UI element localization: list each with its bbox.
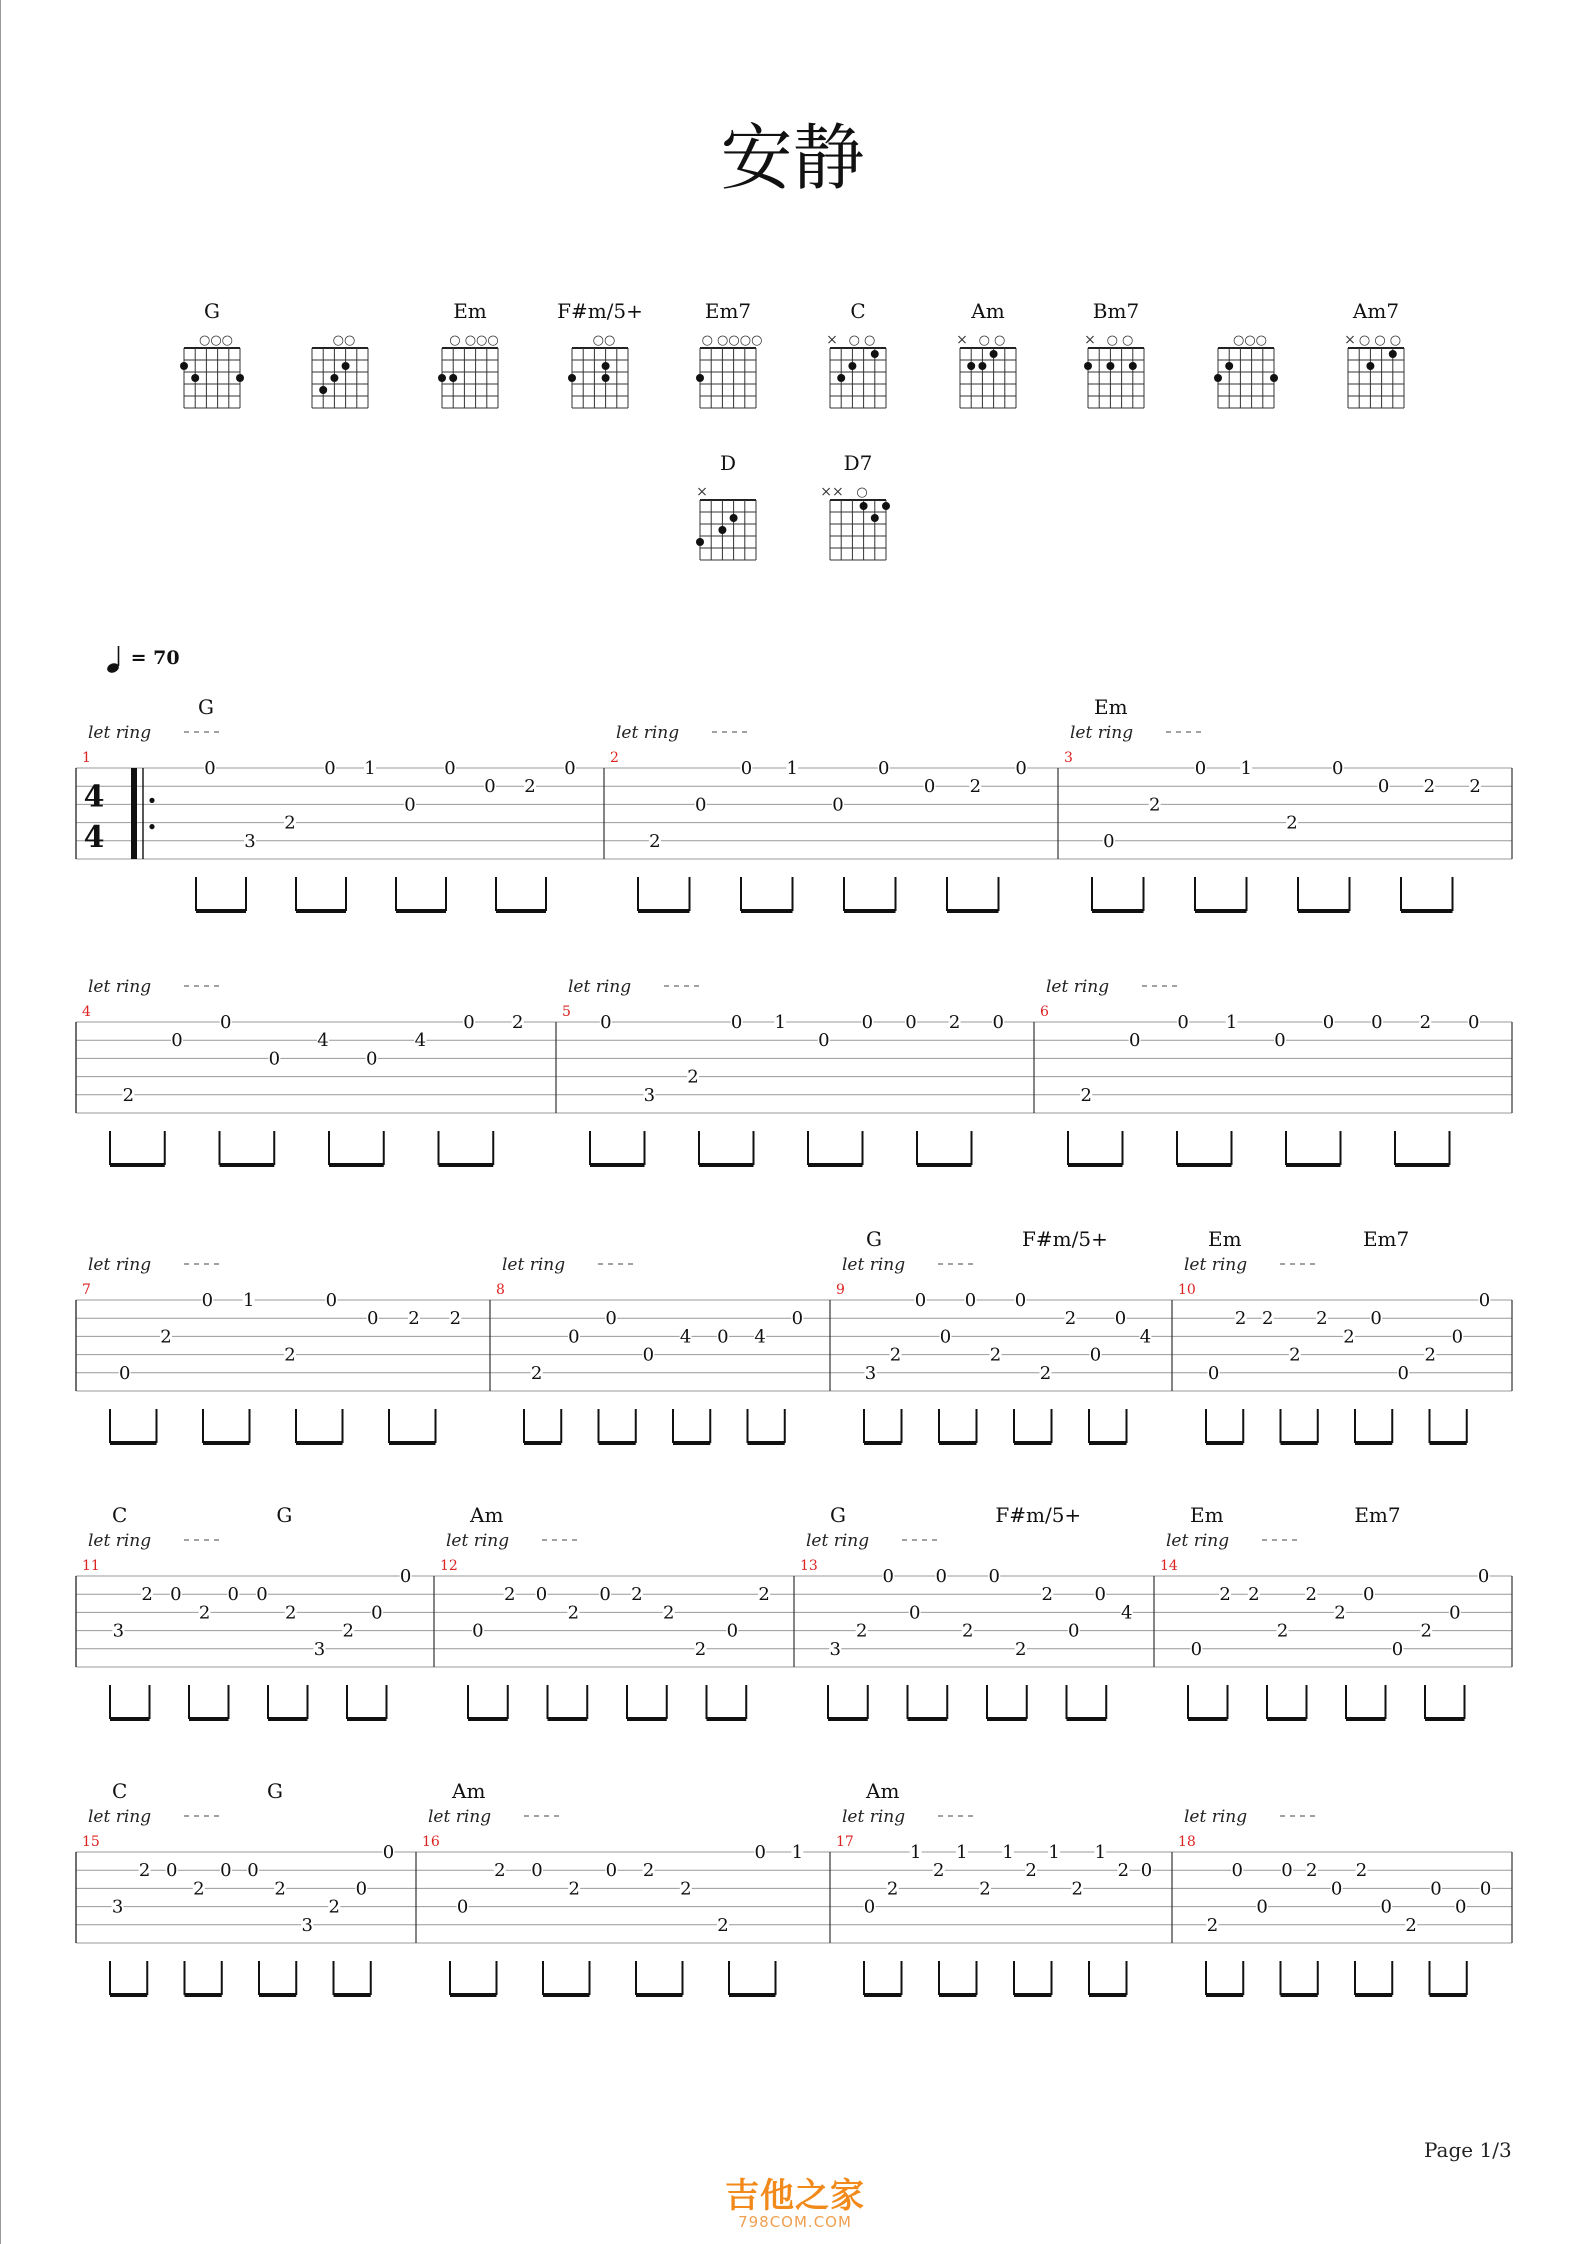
fret-number: 2 bbox=[1334, 1602, 1346, 1624]
measure-number: 5 bbox=[562, 1004, 571, 1020]
fret-number: 0 bbox=[1449, 1602, 1461, 1624]
fret-number: 0 bbox=[204, 758, 216, 779]
fret-number: 0 bbox=[201, 1290, 214, 1311]
fret-number: 0 bbox=[472, 1620, 484, 1642]
let-ring-label: let ring bbox=[1166, 1531, 1230, 1551]
muted-strings: × bbox=[956, 332, 968, 348]
muted-strings: × bbox=[1084, 332, 1096, 348]
fret-number: 0 bbox=[730, 1012, 743, 1033]
let-ring-label: let ring bbox=[88, 977, 152, 997]
open-strings: ○ ○ bbox=[848, 333, 876, 348]
song-title: 安静 bbox=[720, 116, 865, 200]
fret-number: 0 bbox=[935, 1566, 947, 1587]
fret-number: 0 bbox=[1468, 1012, 1480, 1033]
fret-number: 2 bbox=[1316, 1308, 1328, 1330]
measure-1 bbox=[82, 695, 604, 911]
measure-number: 1 bbox=[82, 750, 91, 766]
fret-number: 2 bbox=[524, 776, 536, 798]
fret-number: 0 bbox=[365, 1048, 378, 1070]
fret-number: 0 bbox=[1194, 758, 1207, 779]
measure-number: 7 bbox=[82, 1282, 91, 1298]
fret-number: 0 bbox=[535, 1584, 548, 1606]
fret-number: 2 bbox=[1064, 1308, 1077, 1330]
measure-7 bbox=[82, 1255, 490, 1443]
fret-number: 0 bbox=[256, 1584, 268, 1606]
fret-number: 2 bbox=[198, 1602, 211, 1624]
fret-number: 2 bbox=[1343, 1326, 1355, 1348]
measure-17 bbox=[836, 1779, 1172, 1995]
let-ring-label: let ring bbox=[502, 1255, 566, 1275]
fret-number: 2 bbox=[122, 1084, 135, 1106]
fret-number: 2 bbox=[758, 1584, 770, 1606]
chord-diagram-name: Am7 bbox=[1352, 299, 1400, 323]
chord-label: Em bbox=[1094, 695, 1128, 719]
repeat-dot bbox=[149, 798, 154, 803]
let-ring-label: let ring bbox=[616, 723, 680, 743]
time-signature-bottom: 4 bbox=[83, 819, 105, 855]
fret-number: 0 bbox=[988, 1566, 1000, 1587]
fret-number: 1 bbox=[242, 1290, 255, 1311]
open-strings: ○ ○ ○ bbox=[1358, 333, 1402, 348]
measure-8 bbox=[496, 1255, 830, 1443]
fret-number: 4 bbox=[1121, 1602, 1133, 1624]
measure-3 bbox=[1064, 695, 1512, 911]
fret-number: 2 bbox=[662, 1602, 675, 1624]
fret-number: 0 bbox=[1380, 1896, 1392, 1918]
chord-label: Em7 bbox=[1362, 1227, 1410, 1251]
fret-number: 0 bbox=[170, 1584, 182, 1606]
fret-number: 0 bbox=[371, 1602, 383, 1624]
open-strings: ○○ bbox=[592, 333, 616, 348]
fret-number: 2 bbox=[1306, 1860, 1318, 1882]
let-ring-label: let ring bbox=[88, 1531, 152, 1551]
fret-number: 0 bbox=[605, 1308, 617, 1330]
measure-number: 8 bbox=[496, 1282, 505, 1298]
fret-number: 0 bbox=[1370, 1308, 1382, 1330]
measure-12 bbox=[440, 1503, 794, 1719]
fret-number: 2 bbox=[969, 776, 982, 798]
fret-number: 0 bbox=[726, 1620, 739, 1642]
measure-number: 13 bbox=[800, 1558, 818, 1574]
let-ring-label: let ring bbox=[88, 1255, 152, 1275]
chord-label: G bbox=[830, 1503, 846, 1527]
fret-number: 4 bbox=[414, 1030, 427, 1052]
fret-number: 1 bbox=[786, 758, 798, 779]
fret-number: 2 bbox=[1148, 794, 1161, 816]
fret-number: 0 bbox=[1479, 1878, 1492, 1900]
chord-diagram-name: C bbox=[850, 299, 866, 323]
fret-number: 2 bbox=[328, 1896, 340, 1918]
fret-number: 1 bbox=[1240, 758, 1252, 779]
fret-number: 0 bbox=[404, 794, 416, 816]
measure-5 bbox=[562, 977, 1034, 1165]
fret-number: 2 bbox=[886, 1878, 899, 1900]
measure-15 bbox=[82, 1779, 416, 1995]
fret-number: 0 bbox=[1103, 830, 1115, 852]
let-ring-label: let ring bbox=[446, 1531, 510, 1551]
fret-number: 2 bbox=[342, 1620, 354, 1642]
fret-number: 2 bbox=[989, 1344, 1002, 1366]
fret-number: 1 bbox=[364, 758, 376, 779]
fret-number: 2 bbox=[933, 1860, 945, 1882]
fret-number: 0 bbox=[324, 758, 336, 779]
muted-strings: ×× bbox=[820, 484, 844, 500]
fret-number: 2 bbox=[1419, 1012, 1432, 1033]
open-strings: ○○ bbox=[332, 333, 356, 348]
fret-number: 0 bbox=[923, 776, 936, 798]
fret-number: 3 bbox=[112, 1620, 125, 1642]
chord-diagram-name: Em7 bbox=[704, 299, 752, 323]
fret-number: 0 bbox=[861, 1012, 874, 1033]
chord-label: C bbox=[112, 1503, 128, 1527]
measure-number: 15 bbox=[82, 1834, 100, 1850]
measure-9 bbox=[836, 1227, 1172, 1443]
fret-number: 0 bbox=[1094, 1584, 1106, 1606]
fret-number: 2 bbox=[979, 1878, 991, 1900]
fret-number: 0 bbox=[1281, 1860, 1293, 1882]
muted-strings: × bbox=[696, 484, 708, 500]
chord-diagram-name: D bbox=[719, 451, 737, 475]
measure-number: 12 bbox=[440, 1558, 458, 1574]
fret-number: 0 bbox=[325, 1290, 338, 1311]
measure-number: 6 bbox=[1040, 1004, 1049, 1020]
fret-number: 2 bbox=[1276, 1620, 1289, 1642]
fret-number: 2 bbox=[1305, 1584, 1317, 1606]
fret-number: 0 bbox=[863, 1896, 876, 1918]
fret-number: 2 bbox=[856, 1620, 868, 1642]
fret-number: 0 bbox=[382, 1842, 395, 1863]
measure-4 bbox=[82, 977, 556, 1165]
fret-number: 0 bbox=[1363, 1584, 1375, 1606]
fret-number: 2 bbox=[511, 1012, 524, 1033]
fret-number: 1 bbox=[1225, 1012, 1238, 1033]
fret-number: 2 bbox=[1206, 1914, 1219, 1936]
tab-system-5 bbox=[76, 1779, 1512, 1995]
open-strings: ○ ○ bbox=[1106, 333, 1134, 348]
fret-number: 0 bbox=[717, 1326, 729, 1348]
tempo-value: = 70 bbox=[130, 647, 180, 669]
chord-label: Am bbox=[866, 1779, 900, 1803]
fret-number: 2 bbox=[494, 1860, 506, 1882]
let-ring-label: let ring bbox=[842, 1255, 906, 1275]
fret-number: 2 bbox=[1071, 1878, 1083, 1900]
fret-number: 0 bbox=[599, 1584, 611, 1606]
fret-number: 2 bbox=[285, 1602, 297, 1624]
let-ring-label: let ring bbox=[1070, 723, 1134, 743]
fret-number: 1 bbox=[774, 1012, 786, 1033]
fret-number: 0 bbox=[791, 1308, 804, 1330]
fret-number: 0 bbox=[166, 1860, 178, 1882]
fret-number: 2 bbox=[1248, 1584, 1260, 1606]
fret-number: 0 bbox=[463, 1012, 475, 1033]
measure-number: 16 bbox=[422, 1834, 440, 1850]
measure-13 bbox=[800, 1503, 1154, 1719]
fret-number: 0 bbox=[754, 1842, 766, 1863]
fret-number: 2 bbox=[284, 1344, 296, 1366]
tab-system-2 bbox=[76, 977, 1512, 1165]
fret-number: 0 bbox=[219, 1012, 232, 1033]
open-strings: ○ ○ bbox=[978, 333, 1006, 348]
measure-11 bbox=[82, 1503, 434, 1719]
measure-number: 18 bbox=[1178, 1834, 1196, 1850]
fret-number: 2 bbox=[1286, 812, 1298, 834]
let-ring-label: let ring bbox=[568, 977, 632, 997]
let-ring-label: let ring bbox=[428, 1807, 492, 1827]
fret-number: 0 bbox=[399, 1566, 412, 1587]
open-strings: ○○○ bbox=[1232, 333, 1268, 348]
fret-number: 0 bbox=[1478, 1290, 1491, 1311]
fret-number: 0 bbox=[882, 1566, 894, 1587]
chord-label: G bbox=[866, 1227, 882, 1251]
fret-number: 1 bbox=[791, 1842, 804, 1863]
time-signature-top: 4 bbox=[83, 779, 105, 815]
fret-number: 0 bbox=[1371, 1012, 1383, 1033]
fret-number: 0 bbox=[1330, 1878, 1343, 1900]
fret-number: 0 bbox=[992, 1012, 1004, 1033]
fret-number: 0 bbox=[1140, 1860, 1153, 1882]
chord-diagram-name: Am bbox=[971, 299, 1005, 323]
fret-number: 4 bbox=[754, 1326, 766, 1348]
chord-diagram-name: Em bbox=[453, 299, 487, 323]
fret-number: 0 bbox=[1256, 1896, 1268, 1918]
fret-number: 2 bbox=[687, 1066, 699, 1088]
fret-number: 0 bbox=[878, 758, 890, 779]
fret-number: 2 bbox=[1080, 1084, 1092, 1106]
fret-number: 2 bbox=[1355, 1860, 1368, 1882]
let-ring-label: let ring bbox=[1184, 1807, 1248, 1827]
tab-system-1 bbox=[76, 695, 1512, 911]
fret-number: 0 bbox=[220, 1860, 232, 1882]
fret-number: 0 bbox=[247, 1860, 259, 1882]
chord-label: Em bbox=[1190, 1503, 1224, 1527]
chord-label: Am bbox=[470, 1503, 504, 1527]
tab-system-4 bbox=[76, 1503, 1512, 1719]
fret-number: 2 bbox=[1041, 1584, 1053, 1606]
measure-10 bbox=[1178, 1227, 1512, 1443]
measure-16 bbox=[422, 1779, 830, 1995]
open-strings: ○ bbox=[856, 485, 868, 500]
fret-number: 2 bbox=[141, 1584, 153, 1606]
fret-number: 2 bbox=[284, 812, 296, 834]
fret-number: 0 bbox=[456, 1896, 469, 1918]
fret-number: 2 bbox=[193, 1878, 205, 1900]
measure-18 bbox=[1178, 1807, 1512, 1995]
chord-label: Am bbox=[452, 1779, 486, 1803]
measure-14 bbox=[1160, 1503, 1512, 1719]
let-ring-label: let ring bbox=[806, 1531, 870, 1551]
fret-number: 0 bbox=[568, 1326, 580, 1348]
watermark-main: 吉他之家 bbox=[725, 2176, 865, 2216]
fret-number: 1 bbox=[956, 1842, 968, 1863]
fret-number: 2 bbox=[503, 1584, 516, 1606]
fret-number: 0 bbox=[1089, 1344, 1102, 1366]
fret-number: 0 bbox=[268, 1048, 281, 1070]
chord-label: Em7 bbox=[1354, 1503, 1401, 1527]
fret-number: 0 bbox=[740, 758, 753, 779]
chord-diagram-name: G bbox=[204, 299, 220, 323]
let-ring-label: let ring bbox=[1046, 977, 1110, 997]
fret-number: 0 bbox=[1451, 1326, 1464, 1348]
fret-number: 0 bbox=[1015, 758, 1027, 779]
fret-number: 2 bbox=[1219, 1584, 1231, 1606]
fret-number: 0 bbox=[1014, 1290, 1027, 1311]
fret-number: 3 bbox=[643, 1084, 656, 1106]
chord-diagram-name: F#m/5+ bbox=[557, 299, 643, 323]
fret-number: 0 bbox=[444, 758, 456, 779]
chord-label: G bbox=[276, 1503, 293, 1527]
fret-number: 0 bbox=[1377, 776, 1390, 798]
measure-number: 2 bbox=[610, 750, 619, 766]
fret-number: 0 bbox=[1068, 1620, 1080, 1642]
measure-number: 17 bbox=[836, 1834, 854, 1850]
fret-number: 0 bbox=[355, 1878, 368, 1900]
muted-strings: × bbox=[826, 332, 838, 348]
fret-number: 0 bbox=[1477, 1566, 1490, 1587]
fret-number: 0 bbox=[1190, 1638, 1203, 1660]
measure-number: 3 bbox=[1064, 750, 1073, 766]
fret-number: 2 bbox=[1234, 1308, 1247, 1330]
measure-2 bbox=[610, 723, 1058, 911]
measure-number: 10 bbox=[1178, 1282, 1196, 1298]
measure-number: 4 bbox=[82, 1004, 91, 1020]
fret-number: 2 bbox=[274, 1878, 286, 1900]
fret-number: 2 bbox=[694, 1638, 707, 1660]
fret-number: 2 bbox=[1117, 1860, 1130, 1882]
fret-number: 0 bbox=[1455, 1896, 1467, 1918]
fret-number: 0 bbox=[605, 1860, 618, 1882]
fret-number: 0 bbox=[484, 776, 496, 798]
fret-number: 0 bbox=[1207, 1362, 1220, 1384]
fret-number: 0 bbox=[642, 1344, 655, 1366]
chord-diagram-name: D7 bbox=[843, 451, 873, 475]
watermark-logo bbox=[700, 2168, 890, 2231]
fret-number: 2 bbox=[1423, 776, 1436, 798]
tab-system-3 bbox=[76, 1227, 1512, 1443]
chord-label: F#m/5+ bbox=[1022, 1227, 1108, 1251]
watermark-sub: 798COM.COM bbox=[738, 2213, 852, 2231]
fret-number: 0 bbox=[564, 758, 576, 779]
fret-number: 0 bbox=[905, 1012, 917, 1033]
fret-number: 2 bbox=[568, 1878, 580, 1900]
fret-number: 1 bbox=[1002, 1842, 1014, 1863]
fret-number: 0 bbox=[600, 1012, 612, 1033]
fret-number: 3 bbox=[864, 1362, 877, 1384]
fret-number: 2 bbox=[160, 1326, 172, 1348]
fret-number: 0 bbox=[939, 1326, 952, 1348]
measure-number: 9 bbox=[836, 1282, 845, 1298]
fret-number: 0 bbox=[531, 1860, 543, 1882]
fret-number: 2 bbox=[1469, 776, 1481, 798]
fret-number: 3 bbox=[301, 1914, 313, 1936]
let-ring-label: let ring bbox=[88, 1807, 152, 1827]
fret-number: 2 bbox=[138, 1860, 151, 1882]
fret-number: 0 bbox=[964, 1290, 977, 1311]
fret-number: 2 bbox=[649, 830, 661, 852]
fret-number: 2 bbox=[1039, 1362, 1052, 1384]
fret-number: 0 bbox=[1397, 1362, 1409, 1384]
fret-number: 3 bbox=[829, 1638, 841, 1660]
let-ring-label: let ring bbox=[842, 1807, 906, 1827]
fret-number: 0 bbox=[1391, 1638, 1404, 1660]
fret-number: 2 bbox=[889, 1344, 902, 1366]
fret-number: 2 bbox=[530, 1362, 543, 1384]
fret-number: 2 bbox=[1289, 1344, 1301, 1366]
fret-number: 2 bbox=[642, 1860, 655, 1882]
fret-number: 1 bbox=[1094, 1842, 1107, 1863]
fret-number: 0 bbox=[832, 794, 844, 816]
fret-number: 0 bbox=[818, 1030, 830, 1052]
chord-diagram-name: Bm7 bbox=[1092, 299, 1140, 323]
chord-label: G bbox=[198, 695, 214, 719]
fret-number: 2 bbox=[1405, 1914, 1417, 1936]
muted-strings: × bbox=[1344, 332, 1356, 348]
let-ring-label: let ring bbox=[1184, 1255, 1248, 1275]
fret-number: 3 bbox=[313, 1638, 326, 1660]
let-ring-label: let ring bbox=[88, 723, 152, 743]
fret-number: 0 bbox=[1231, 1860, 1243, 1882]
measure-6 bbox=[1040, 977, 1512, 1165]
fret-number: 0 bbox=[1114, 1308, 1127, 1330]
fret-number: 2 bbox=[962, 1620, 974, 1642]
fret-number: 4 bbox=[1139, 1326, 1152, 1348]
fret-number: 0 bbox=[694, 794, 707, 816]
chord-label: G bbox=[266, 1779, 283, 1803]
fret-number: 2 bbox=[1015, 1638, 1027, 1660]
chord-label: C bbox=[112, 1779, 128, 1803]
fret-number: 0 bbox=[227, 1584, 239, 1606]
measure-number: 14 bbox=[1160, 1558, 1178, 1574]
fret-number: 2 bbox=[1025, 1860, 1037, 1882]
open-strings: ○○○ bbox=[198, 333, 234, 348]
fret-number: 0 bbox=[914, 1290, 927, 1311]
fret-number: 3 bbox=[111, 1896, 124, 1918]
fret-number: 4 bbox=[317, 1030, 329, 1052]
open-strings: ○ ○○○ bbox=[449, 333, 499, 348]
fret-number: 0 bbox=[909, 1602, 921, 1624]
fret-number: 1 bbox=[1048, 1842, 1060, 1863]
fret-number: 2 bbox=[567, 1602, 580, 1624]
repeat-dot bbox=[149, 824, 154, 829]
fret-number: 0 bbox=[171, 1030, 183, 1052]
chord-label: F#m/5+ bbox=[995, 1503, 1082, 1527]
fret-number: 3 bbox=[244, 830, 256, 852]
fret-number: 2 bbox=[1420, 1620, 1432, 1642]
fret-number: 2 bbox=[717, 1914, 729, 1936]
fret-number: 2 bbox=[680, 1878, 692, 1900]
fret-number: 2 bbox=[408, 1308, 420, 1330]
chord-label: Em bbox=[1208, 1227, 1242, 1251]
fret-number: 0 bbox=[118, 1362, 131, 1384]
fret-number: 0 bbox=[366, 1308, 379, 1330]
fret-number: 0 bbox=[1274, 1030, 1286, 1052]
fret-number: 2 bbox=[1424, 1344, 1436, 1366]
fret-number: 2 bbox=[631, 1584, 643, 1606]
fret-number: 2 bbox=[948, 1012, 961, 1033]
fret-number: 2 bbox=[1262, 1308, 1274, 1330]
fret-number: 0 bbox=[1322, 1012, 1335, 1033]
fret-number: 4 bbox=[679, 1326, 692, 1348]
fret-number: 1 bbox=[909, 1842, 922, 1863]
fret-number: 2 bbox=[449, 1308, 462, 1330]
measure-number: 11 bbox=[82, 1558, 100, 1574]
page-number: Page 1/3 bbox=[1424, 2138, 1512, 2162]
fret-number: 0 bbox=[1128, 1030, 1141, 1052]
fret-number: 0 bbox=[1430, 1878, 1442, 1900]
open-strings: ○ ○○○○ bbox=[701, 333, 763, 348]
fret-number: 0 bbox=[1177, 1012, 1189, 1033]
fret-number: 0 bbox=[1332, 758, 1344, 779]
